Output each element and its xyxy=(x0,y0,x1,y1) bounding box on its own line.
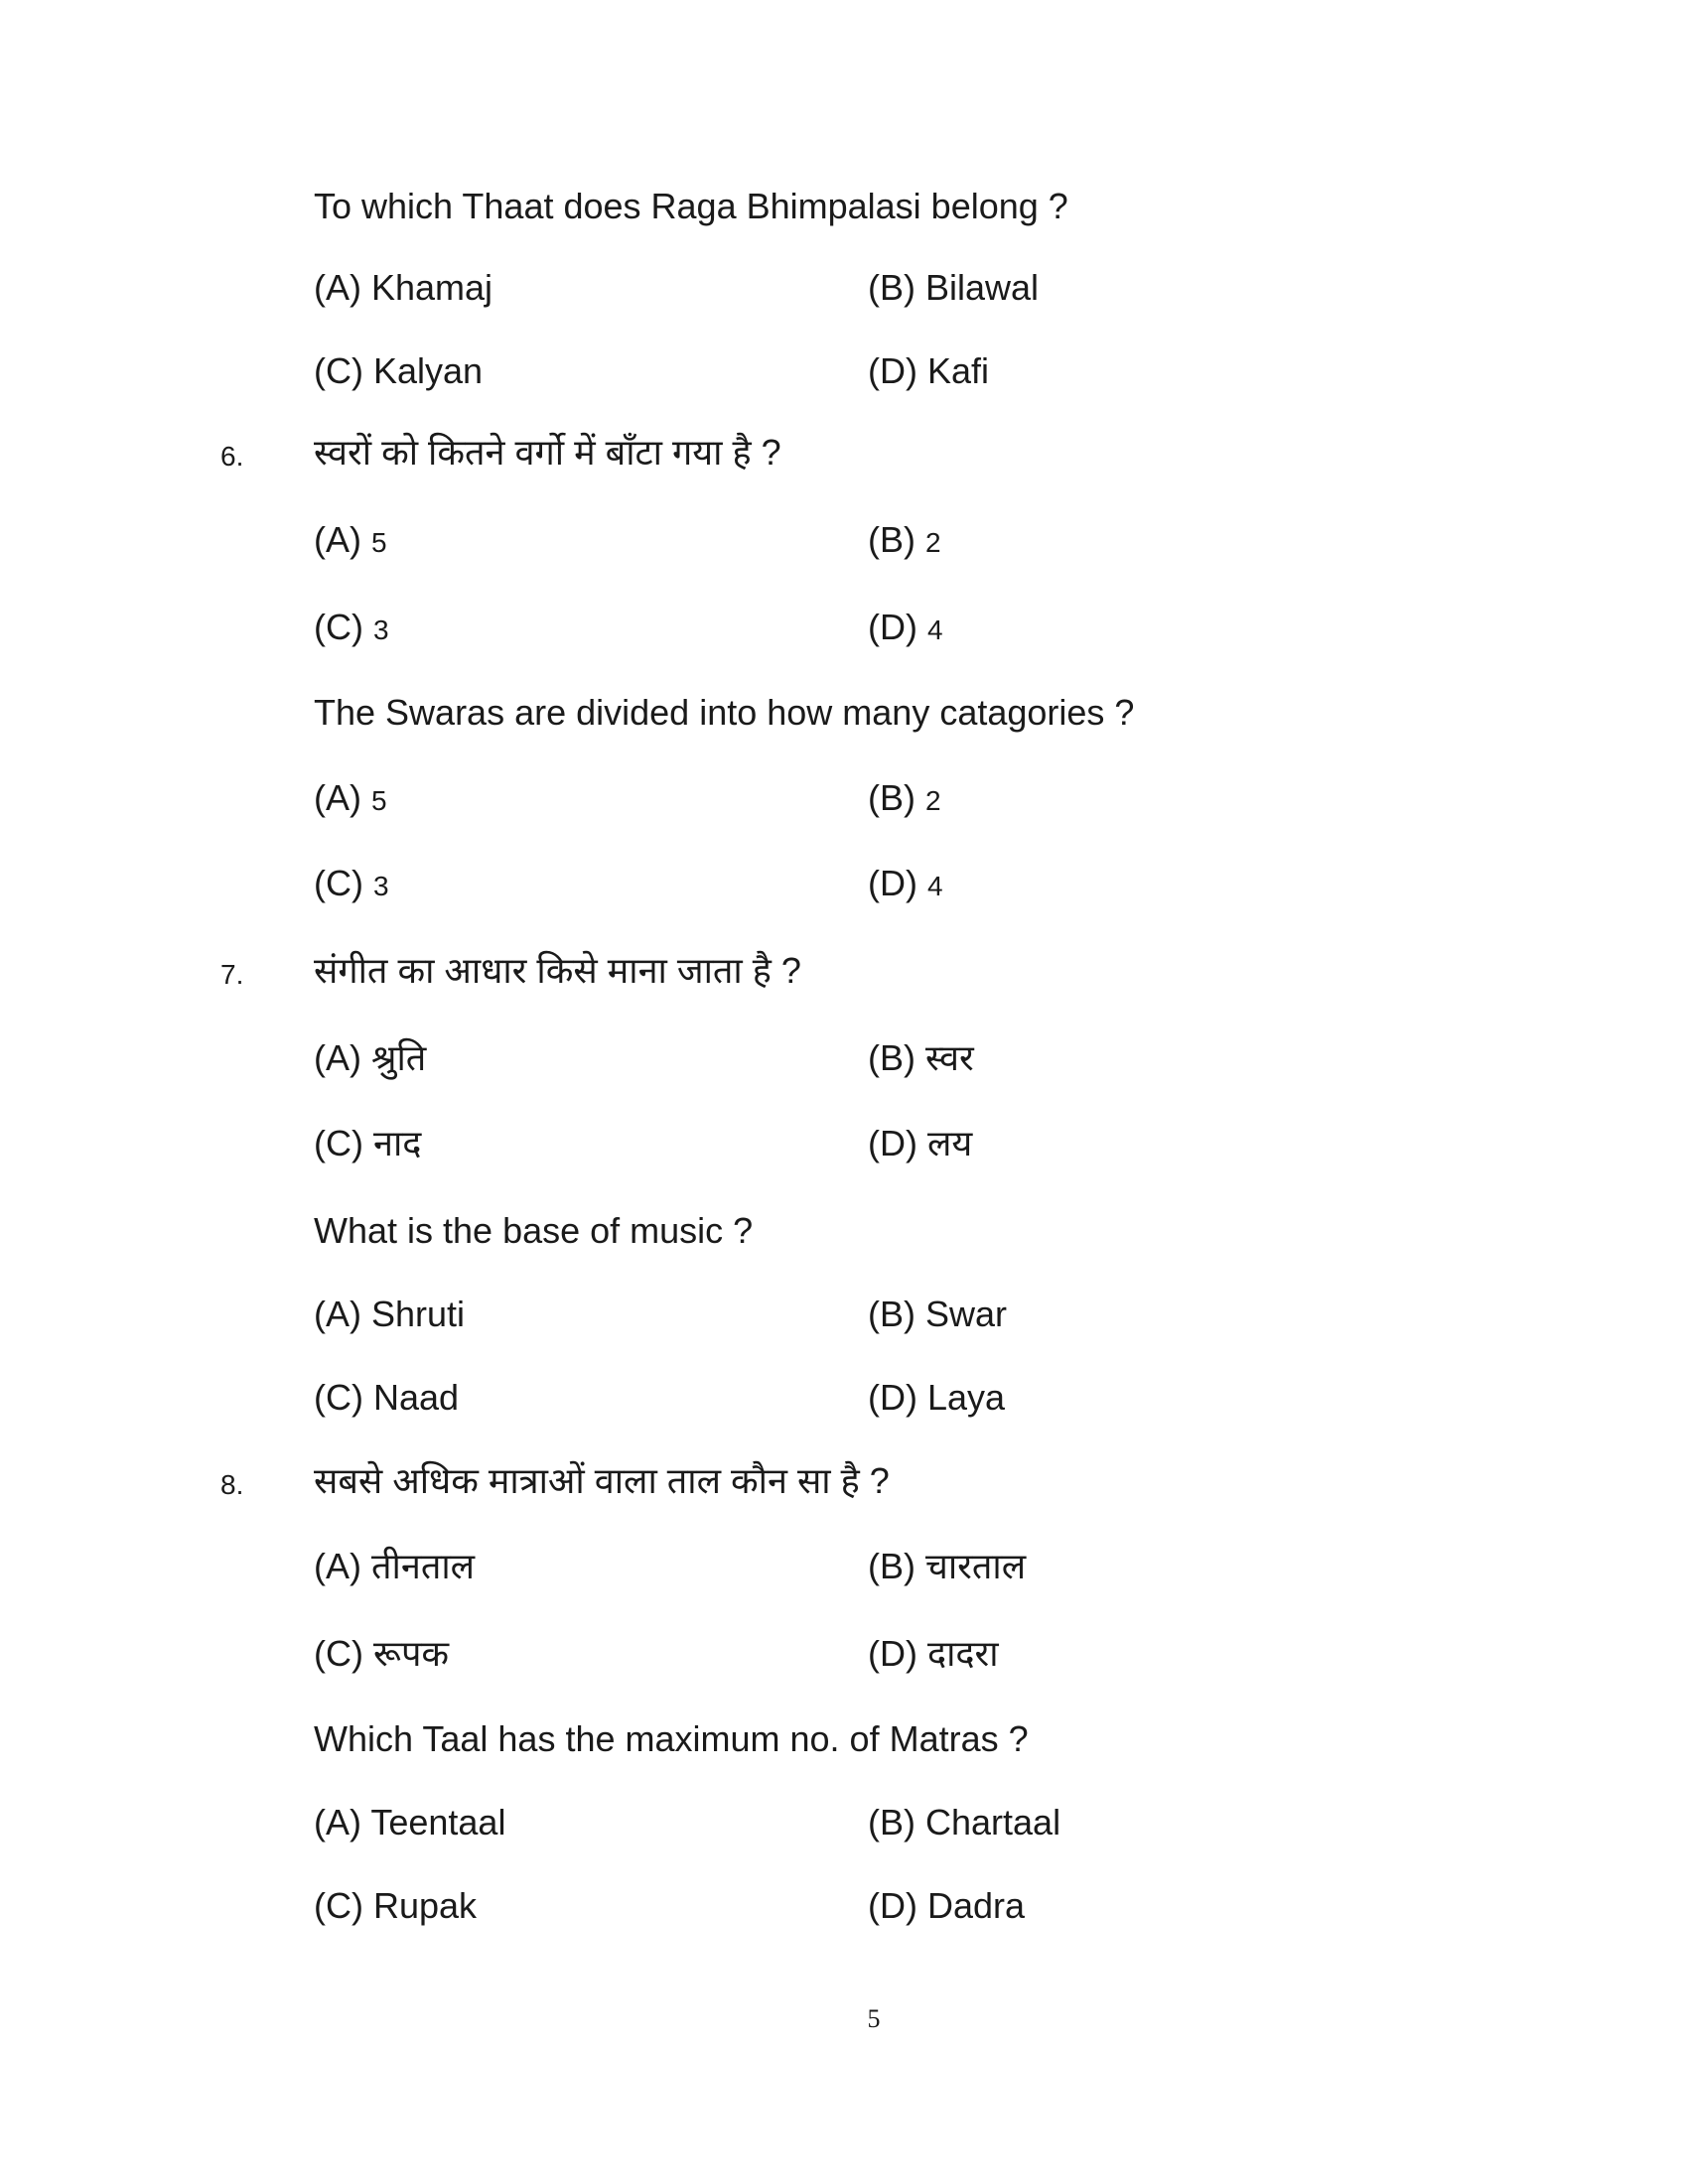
question-stem-en: To which Thaat does Raga Bhimpalasi belong ? xyxy=(314,186,1068,226)
option-d: (D) Kafi xyxy=(868,350,990,391)
option-label: (C) xyxy=(314,863,363,903)
question-number: 7. xyxy=(220,959,244,990)
option-b: (B) Chartaal xyxy=(868,1802,1061,1843)
option-label: (A) xyxy=(314,519,361,560)
option-c xyxy=(314,862,389,908)
question-number: 8. xyxy=(220,1469,244,1500)
option-label: (C) xyxy=(314,607,363,647)
option-d: (D) Dadra xyxy=(868,1885,1026,1926)
question-number: 6. xyxy=(220,441,244,472)
option-label: (D) xyxy=(868,863,917,903)
question-stem-hi: स्वरों को कितने वर्गो में बाँटा गया है ? xyxy=(314,432,781,473)
option-label: (D) xyxy=(868,607,917,647)
option-value: 3 xyxy=(373,614,389,645)
option-d: (D) लय xyxy=(868,1123,973,1163)
option-value: 4 xyxy=(927,871,943,901)
option-value: 4 xyxy=(927,614,943,645)
option-value: 5 xyxy=(371,785,387,816)
question-stem-en: What is the base of music ? xyxy=(314,1210,754,1251)
option-b: (B) Bilawal xyxy=(868,267,1040,308)
option-a: (A) Shruti xyxy=(314,1294,466,1334)
option-c: (C) नाद xyxy=(314,1123,422,1163)
question-stem-en: Which Taal has the maximum no. of Matras ? xyxy=(314,1718,1029,1759)
option-a: (A) Khamaj xyxy=(314,267,493,308)
option-value: 5 xyxy=(371,527,387,558)
option-b: (B) स्वर xyxy=(868,1037,974,1078)
option-d xyxy=(868,606,943,652)
option-a: (A) श्रुति xyxy=(314,1037,427,1078)
question-stem-en: The Swaras are divided into how many catagories ? xyxy=(314,692,1135,733)
option-label: (A) xyxy=(314,777,361,818)
option-d: (D) दादरा xyxy=(868,1633,999,1674)
option-a xyxy=(314,776,387,823)
option-value: 2 xyxy=(925,527,941,558)
option-label: (B) xyxy=(868,777,915,818)
option-c: (C) Kalyan xyxy=(314,350,484,391)
page-number: 5 xyxy=(867,2004,881,2033)
option-c xyxy=(314,606,389,652)
option-a: (A) Teentaal xyxy=(314,1802,506,1843)
option-a xyxy=(314,518,387,565)
option-b: (B) Swar xyxy=(868,1294,1008,1334)
option-d: (D) Laya xyxy=(868,1377,1006,1418)
option-b xyxy=(868,518,941,565)
option-value: 2 xyxy=(925,785,941,816)
question-stem-hi: संगीत का आधार किसे माना जाता है ? xyxy=(314,950,801,991)
option-c: (C) Naad xyxy=(314,1377,460,1418)
option-b: (B) चारताल xyxy=(868,1546,1027,1586)
question-stem-hi: सबसे अधिक मात्राओं वाला ताल कौन सा है ? xyxy=(314,1460,890,1501)
option-c: (C) Rupak xyxy=(314,1885,478,1926)
option-label: (B) xyxy=(868,519,915,560)
option-c: (C) रूपक xyxy=(314,1633,450,1674)
option-a: (A) तीनताल xyxy=(314,1546,476,1586)
option-d xyxy=(868,862,943,908)
option-b xyxy=(868,776,941,823)
option-value: 3 xyxy=(373,871,389,901)
